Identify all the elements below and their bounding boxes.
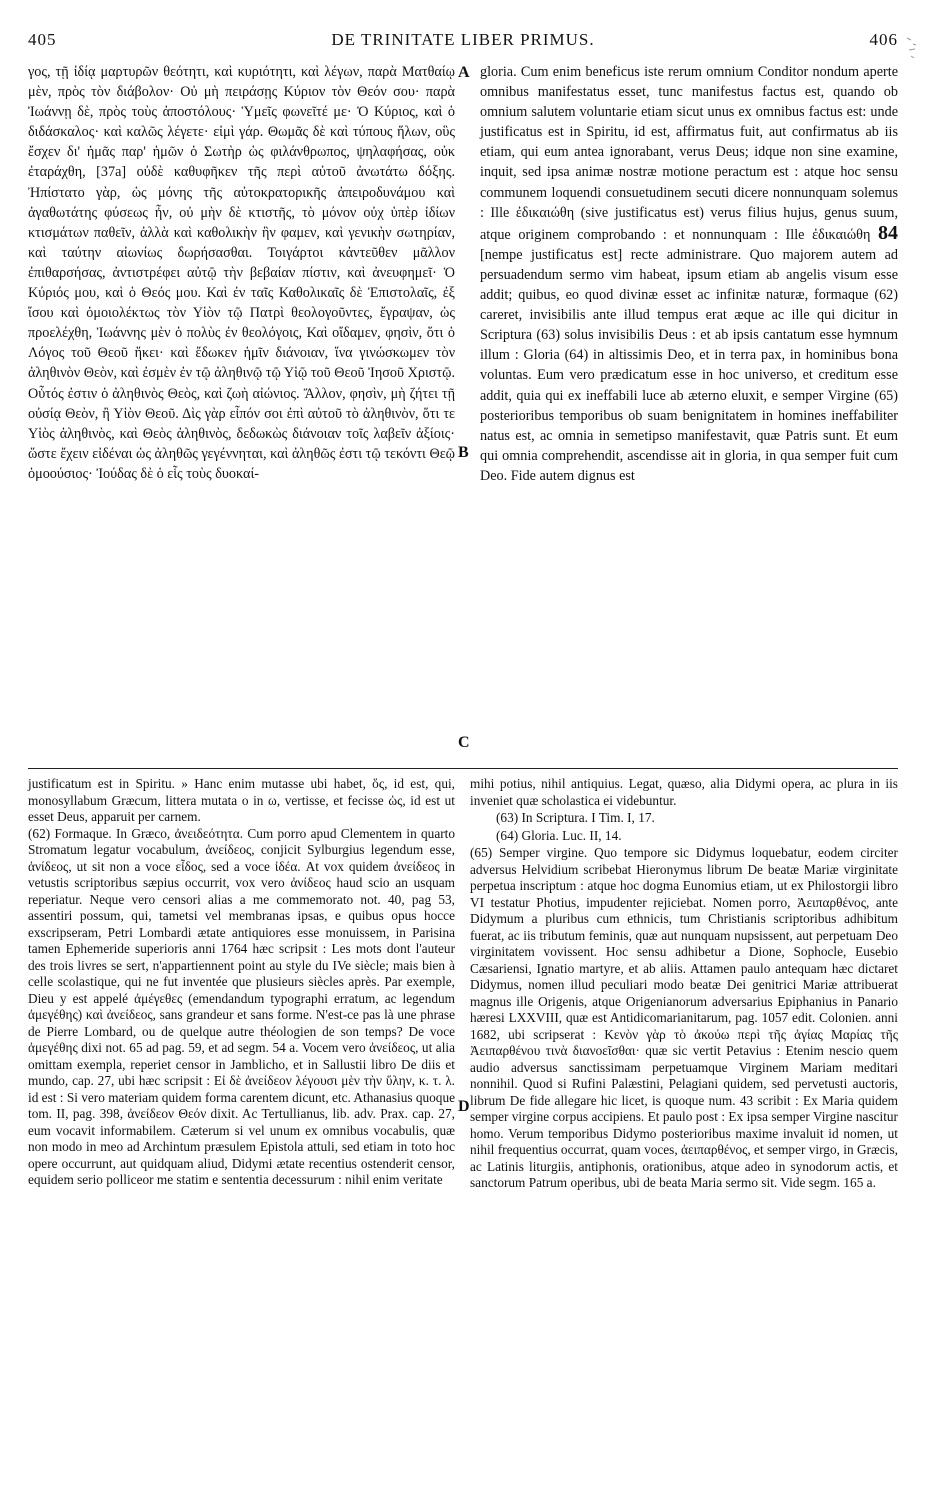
corner-smudge-icon bbox=[901, 36, 919, 64]
greek-paragraph: γος, τῇ ἰδίᾳ μαρτυρῶν θεότητι, καὶ κυριότητι, καὶ λέγων, παρὰ Ματθαίῳ μὲν, πρὸς τὸν διάβολον· Οὐ μὴ πειράσῃς Κύριον τὸν Θεόν σου· παρὰ Ἰωάννῃ δὲ, πρὸς τοὺς ἀποστόλους· Ὑμεῖς φωνεῖτέ με· Ὁ Κύριος, καὶ ὁ διδάσκαλος· καὶ καλῶς λέγετε· εἰμὶ γάρ. Θωμᾶς δὲ καὶ τύπους ἥλων, οὓς ἔσχεν δι' ἡμᾶς παρ' ἡμῶν ὁ Σωτὴρ ὡς φιλάνθρωπος, ψηλαφήσας, οὐκ ἐταράχθη, [37a] οὐδὲ καθυφῆκεν τῆς περὶ αὐτοῦ ἀνωτάτω δόξης. Ἠπίστατο γὰρ, ὡς μόνης τῆς αὐτοκρατορικῆς ἀπειροδυνάμου καὶ ἀγαθωτάτης φύσεως ἦν, οὐ μὴν δὲ κτιστῆς, τὸ μόνον οὐχ ὑπὲρ ἰδίων κτισμάτων παθεῖν, ἀλλὰ καὶ καθολικὴν ἣν φαμεν, καὶ γενικὴν σωτηρίαν, καὶ ταύτην αἰωνίως δωρήσασθαι. Τοιγάρτοι κἀντεῦθεν μᾶλλον ἐπιθαρσήσας, ἀντιστρέφει αὐτῷ τὴν βεβαίαν πίστιν, καὶ ἀνευφημεῖ· Ὁ Κύριός μου, καὶ ὁ Θεός μου. Καὶ ἐν ταῖς Καθολικαῖς δὲ Ἐπιστολαῖς, ἐξ ἴσου καὶ ὁμοιολέκτως τὸν Υἱὸν τῷ Πατρὶ θεολογοῦντες, ἔγραψαν, ὡς προελέχθη, Ἰωάννης μὲν ὁ πολὺς ἐν θεολόγοις, Καὶ οἴδαμεν, φησὶν, ὅτι ὁ Λόγος τοῦ Θεοῦ ἥκει· καὶ ἔδωκεν ἡμῖν διάνοιαν, ἵνα γινώσκωμεν τὸν ἀληθινὸν Θεὸν, καὶ ἐσμὲν ἐν τῷ ἀληθινῷ τῷ Υἱῷ τοῦ Θεοῦ Ἰησοῦ Χριστῷ. Οὗτός ἐστιν ὁ ἀληθινὸς Θεὸς, καὶ ζωὴ αἰώνιος. Ἄλλον, φησὶν, μὴ ζήτει τῇ οὐσίᾳ Θεὸν, ἢ Υἱὸν Θεοῦ. Δὶς γὰρ εἶπόν σοι ἐπὶ αὐτοῦ τὸ ἀληθινὸν, ὅτι τε Υἱὸς ἀληθινὸς, καὶ Θεὸς ἀληθινὸς, δεδωκὼς διάνοιαν τοῖς λαβεῖν ἀξίοις· ὥστε ἔχειν εἰδέναι ὡς ἀληθῶς γεγέννηται, καὶ ἀληθῶς ἐστι τῷ τεκόντι Θεῷ ὁμοούσιος· Ἰούδας δὲ ὁ εἷς τοὺς δυοκαί- bbox=[28, 64, 455, 482]
latin-paragraph-part-b: [nempe justificatus est] recte administrare. Quo majorem autem ad persuadendum sermo vim habeat, ipsum etiam ab angelis visum esse addit; quibus, eo quod divinæ esset ac infinitæ naturæ, formaque (62) careret, invisibilis ante illud tempus erat æque ac ille qui dicitur in Scriptura (63) solus invisibilis Deus : et ab ipsis cantatum esse hymnum illum : Gloria (64) in altissimis Deo, et in terra pax, in hominibus bona voluntas. Eum vero prædicatum esse in hoc universo, et creditum esse addit, quia qui ex ineffabili luce ab æterno eluxit, e semper Virgine (65) posterioribus temporibus ob suam benignitatem in homines ineffabiliter natus est, ac omnia in semetipso manifestavit, quæ Patris sunt. Et eum qui omnia comprehendit, ascendisse ait in gloria, in qua semper fuit cum Deo. Fide autem dignus est bbox=[480, 246, 898, 484]
footnote-65: (65) Semper virgine. Quo tempore sic Didymus loquebatur, eodem circiter adversus Helvidium scribebat Hieronymus librum De beatæ Mariæ virginitate perpetua inscriptum : atque hoc dogma Eunomius etiam, ut ex Philostorgii libro VI testatur Photius, impudenter rejiciebat. Nomen porro, Ἀειπαρθένος, ante Didymum a pluribus cum ethnicis, tum Christianis scriptoribus adhibitum fuerat, ac iis tributum feminis, quæ aut nunquam nupsissent, aut perpetuam Deo virginitatem vovissent. Hoc sensu adhibetur a Dione, Sophocle, Eusebio Cæsariensi, Ignatio martyre, et ab aliis. Attamen paulo antequam hæc dictaret Didymus, nomen illud peculiari modo beatæ Dei genitrici Mariæ attribuerat magnus ille Origenis, atque Origenianorum adversarius Epiphanius in Panario hæresi LXXVIII, quæ est Antidicomarianitarum, pag. 1057 edit. Colonien. anni 1682, ubi scripserat : Κενὸν γὰρ τὸ ἀκούω περὶ τῆς ἁγίας Μαρίας τῆς Ἀειπαρθένου τινὰ διανοεῖσθαι· quæ sic vertit Petavius : Etenim nescio quem audio adversus sanctissimam perpetuamque Virginem Mariam meditari nonnihil. Quod si Rufini Palæstini, Pelagiani quidem, sed pervetusti auctoris, librum De fide allegare hic licet, is quoque num. 43 scribit : Ex Maria quidem semper virgine corpus accipiens. Et paulo post : Ex ipsa semper Virgine nascitur homo. Verum temporibus Didymo posterioribus maxime invaluit id nomen, ut nihil frequentius occurrat, quam voces, ἀειπαρθένος, et semper virgo, in Græcis, ac Latinis liturgiis, antiphonis, orationibus, atque adeo in synodorum actis, et sanctorum Patrum operibus, ubi de beata Maria sermo sit. Vide segm. 165 a. bbox=[470, 845, 898, 1190]
page-number-right: 406 bbox=[869, 30, 898, 49]
footnote-64: (64) Gloria. Luc. II, 14. bbox=[496, 827, 622, 843]
footnote-divider bbox=[28, 768, 898, 769]
margin-letter-b: B bbox=[458, 444, 469, 461]
latin-text-column bbox=[480, 62, 898, 486]
footnotes-left-column bbox=[28, 776, 455, 1189]
page-header bbox=[28, 30, 898, 56]
page-number-left: 405 bbox=[28, 30, 57, 49]
footnote-continuation: justificatum est in Spiritu. » Hanc enim mutasse ubi habet, ὅς, id est, qui, monosyllabum Græcum, littera mutata o in ω, vertisse, et fecisse ὡς, id est ut esset Deus, apparuit per carnem. bbox=[28, 776, 455, 824]
latin-paragraph-part-a: gloria. Cum enim beneficus iste rerum omnium Conditor nondum aperte omnibus manifestatus esset, tunc manifestus factus est, quando ob omnium salutem voluntarie etiam sicut unus ex omnibus factus est: unde justificatus est in Spiritu, id est, affirmatus fuit, aut confirmatus ab iis etiam, qui eum antea ignorabant, verus Deus; idque non sine examine, inquit, sed ipsa animæ nostræ motione peractum est : atque hoc sensu communem loquendi consuetudinem secuti dicere nonnunquam solemus : Ille ἐδικαιώθη (sive justificatus est) verus filius hujus, genus suum, atque originem comprobando : et nonnunquam : Ille ἐδικαιώθη bbox=[480, 64, 898, 243]
margin-letter-a: A bbox=[458, 64, 470, 81]
margin-letter-d: D bbox=[458, 1098, 470, 1115]
greek-text-column bbox=[28, 62, 455, 484]
margin-letter-c: C bbox=[458, 734, 470, 751]
footnote-63: (63) In Scriptura. I Tim. I, 17. bbox=[496, 810, 655, 825]
footnote-continuation-right: mihi potius, nihil antiquius. Legat, quæso, alia Didymi opera, ac plura in iis inveniet quæ scholastica ei videbuntur. bbox=[470, 776, 898, 808]
running-title: DE TRINITATE LIBER PRIMUS. bbox=[331, 30, 595, 49]
footnote-62: (62) Formaque. In Græco, ἀνειδεότητα. Cum porro apud Clementem in quarto Stromatum legatur vocabulum, ἀνείδεος, conjicit Sylburgius legendum esse, ἀνίδεος, ut sit non a voce εἶδος, sed a voce ἰδέα. At vox quidem ἀνείδεος in vetustis scriptoribus sæpius occurrit, vox vero ἀνίδεος haud scio an usquam reperiatur. Neque vero censori alias a me commemorato not. 40, pag 53, assentiri possum, qui, tametsi vel membranas ipsas, e quibus opus hocce exscripseram, Petri Lombardi ætate antiquiores esse monuissem, in Parisina tamen Ephemeride superioris anni 1764 hæc scripsit : Les mots dont l'auteur des trois livres se sert, n'appartiennent point au style du IVe siècle; mais bien à celle scolastique, qui ne fut inventée que plusieurs siècles après. Par exemple, Dieu y est appelé ἀμέγεθες (emendandum typographi erratum, ac legendum ἀμεγέθης) καὶ ἀνείδεος, sans grandeur et sans forme. N'est-ce pas là une phrase de Pierre Lombard, ou de quelque autre théologien de son temps? De voce ἀμεγέθης dixi not. 65 ad pag. 59, et ad segm. 54 a. Vocem vero ἀνείδεος, ut alia omittam exempla, reperiet censor in Jamblicho, et in Sallustii libro De diis et mundo, cap. 27, ubi hæc scripsit : Εἰ δὲ ἀνείδεον λέγουσι μὲν τὴν ὕλην, κ. τ. λ. id est : Si vero materiam quidem forma carentem dicunt, etc. Athanasius quoque tom. II, pag. 398, ἀνείδεον Θεόν dixit. Ac Tertullianus, lib. adv. Prax. cap. 27, eum vocavit informabilem. Cæterum si vel unum ex omnibus vocabulis, quæ non modo in meo ad Archintum præsulem Epistola attuli, sed etiam in toto hoc opere occurrunt, aut quidquam aliud, Didymi ætate recentius ostenderit censor, equidem serio polliceor me statim e sententia decessurum : nihil enim veritate bbox=[28, 825, 455, 1187]
footnotes-right-column bbox=[470, 776, 898, 1193]
column-number-84: 84 bbox=[878, 221, 899, 244]
latin-paragraph bbox=[480, 62, 898, 486]
